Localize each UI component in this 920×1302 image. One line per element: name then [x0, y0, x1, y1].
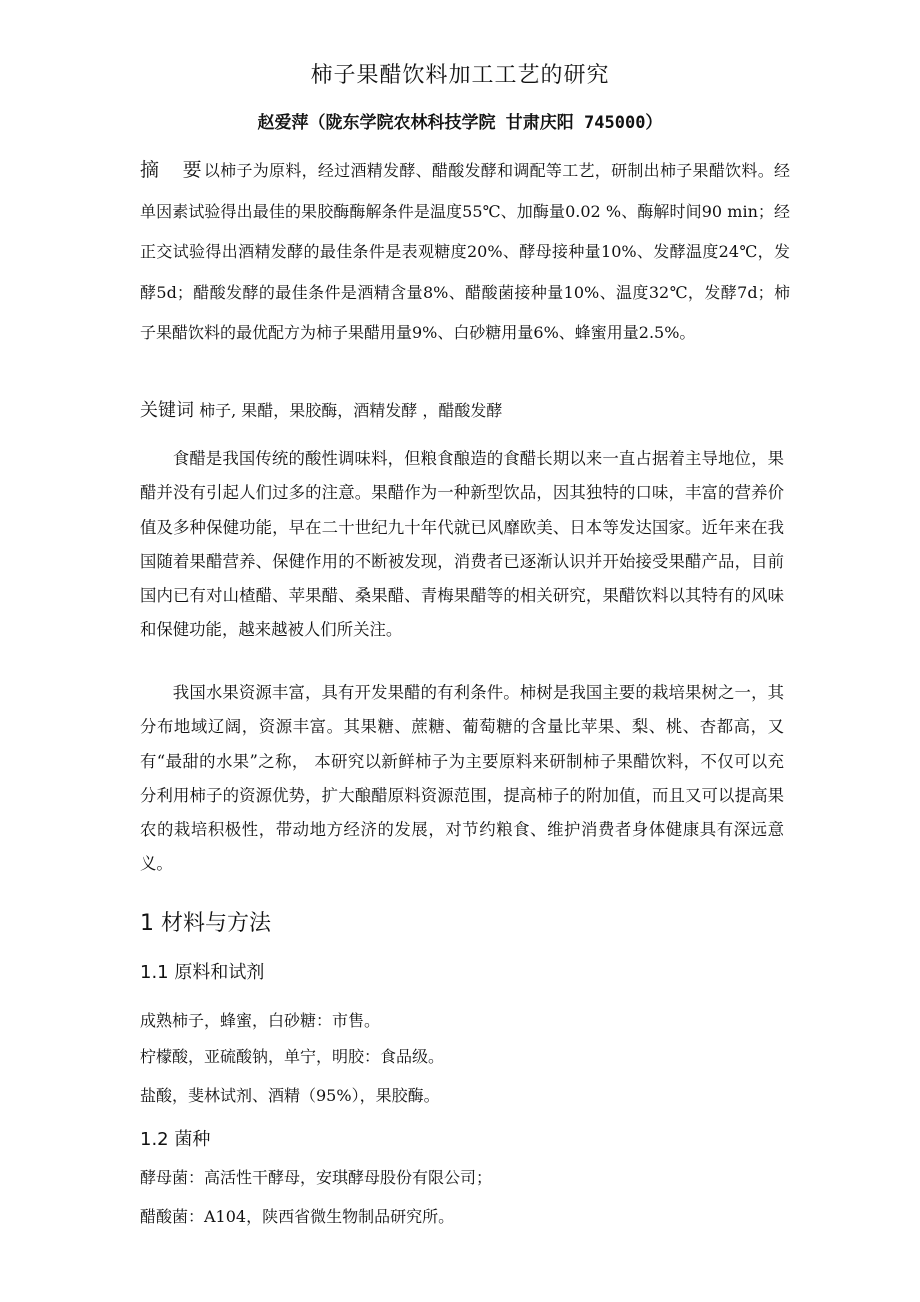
subsection-heading: 1.1 原料和试剂 — [140, 962, 265, 983]
materials-line: 盐酸，斐林试剂、酒精（95%），果胶酶。 — [140, 1086, 440, 1105]
section-heading: 1 材料与方法 — [140, 911, 271, 936]
keywords-text: 柿子, 果醋，果胶酶，酒精发酵 ，醋酸发酵 — [194, 401, 503, 420]
intro-paragraph: 我国水果资源丰富，具有开发果醋的有利条件。柿树是我国主要的栽培果树之一，其分布地域辽阔，资源丰富。其果糖、蔗糖、葡萄糖的含量比苹果、梨、桃、杏都高，又有“最甜的水果”之称， 本研究以新鲜柿子为主要原料来研制柿子果醋饮料，不仅可以充分利用柿子的资源优势，扩大酿醋原料资源范围，提高柿子的附加值，而且又可以提高果农的栽培积极性，带动地方经济的发展，对节约粮食、维护消费者身体健康具有深远意义。 — [140, 683, 784, 874]
abstract — [140, 150, 790, 354]
intro-paragraph: 食醋是我国传统的酸性调味料，但粮食酿造的食醋长期以来一直占据着主导地位，果醋并没有引起人们过多的注意。果醋作为一种新型饮品，因其独特的口味，丰富的营养价值及多种保健功能，早在二十世纪九十年代就已风靡欧美、日本等发达国家。近年来在我国随着果醋营养、保健作用的不断被发现，消费者已逐渐认识并开始接受果醋产品，目前国内已有对山楂醋、苹果醋、桑果醋、青梅果醋等的相关研究，果醋饮料以其特有的风味和保健功能，越来越被人们所关注。 — [140, 449, 784, 640]
keywords — [140, 398, 790, 424]
subsection-heading: 1.2 菌种 — [140, 1129, 211, 1150]
paper-title: 柿子果醋饮料加工工艺的研究 — [310, 63, 610, 88]
abstract-label: 摘 要 — [140, 159, 204, 181]
keywords-label: 关键词 — [140, 400, 194, 421]
strain-line: 醋酸菌：A104，陕西省微生物制品研究所。 — [140, 1207, 455, 1226]
abstract-text: 以柿子为原料，经过酒精发酵、醋酸发酵和调配等工艺，研制出柿子果醋饮料。经单因素试验得出最佳的果胶酶酶解条件是温度55℃、加酶量0.02 %、酶解时间90 min；经正交试验得出酒精发酵的最佳条件是表观糖度20%、酵母接种量10%、发酵温度24℃，发酵5d；醋酸发酵的最佳条件是酒精含量8%、醋酸菌接种量10%、温度32℃，发酵7d；柿子果醋饮料的最优配方为柿子果醋用量9%、白砂糖用量6%、蜂蜜用量2.5%。 — [140, 161, 790, 343]
materials-line: 成熟柿子，蜂蜜，白砂糖：市售。 — [140, 1011, 381, 1030]
materials-line: 柠檬酸，亚硫酸钠，单宁，明胶：食品级。 — [140, 1047, 445, 1066]
strain-line: 酵母菌：高活性干酵母，安琪酵母股份有限公司； — [140, 1168, 493, 1187]
author-affiliation: 赵爱萍（陇东学院农林科技学院 甘肃庆阳 745000） — [257, 113, 663, 133]
